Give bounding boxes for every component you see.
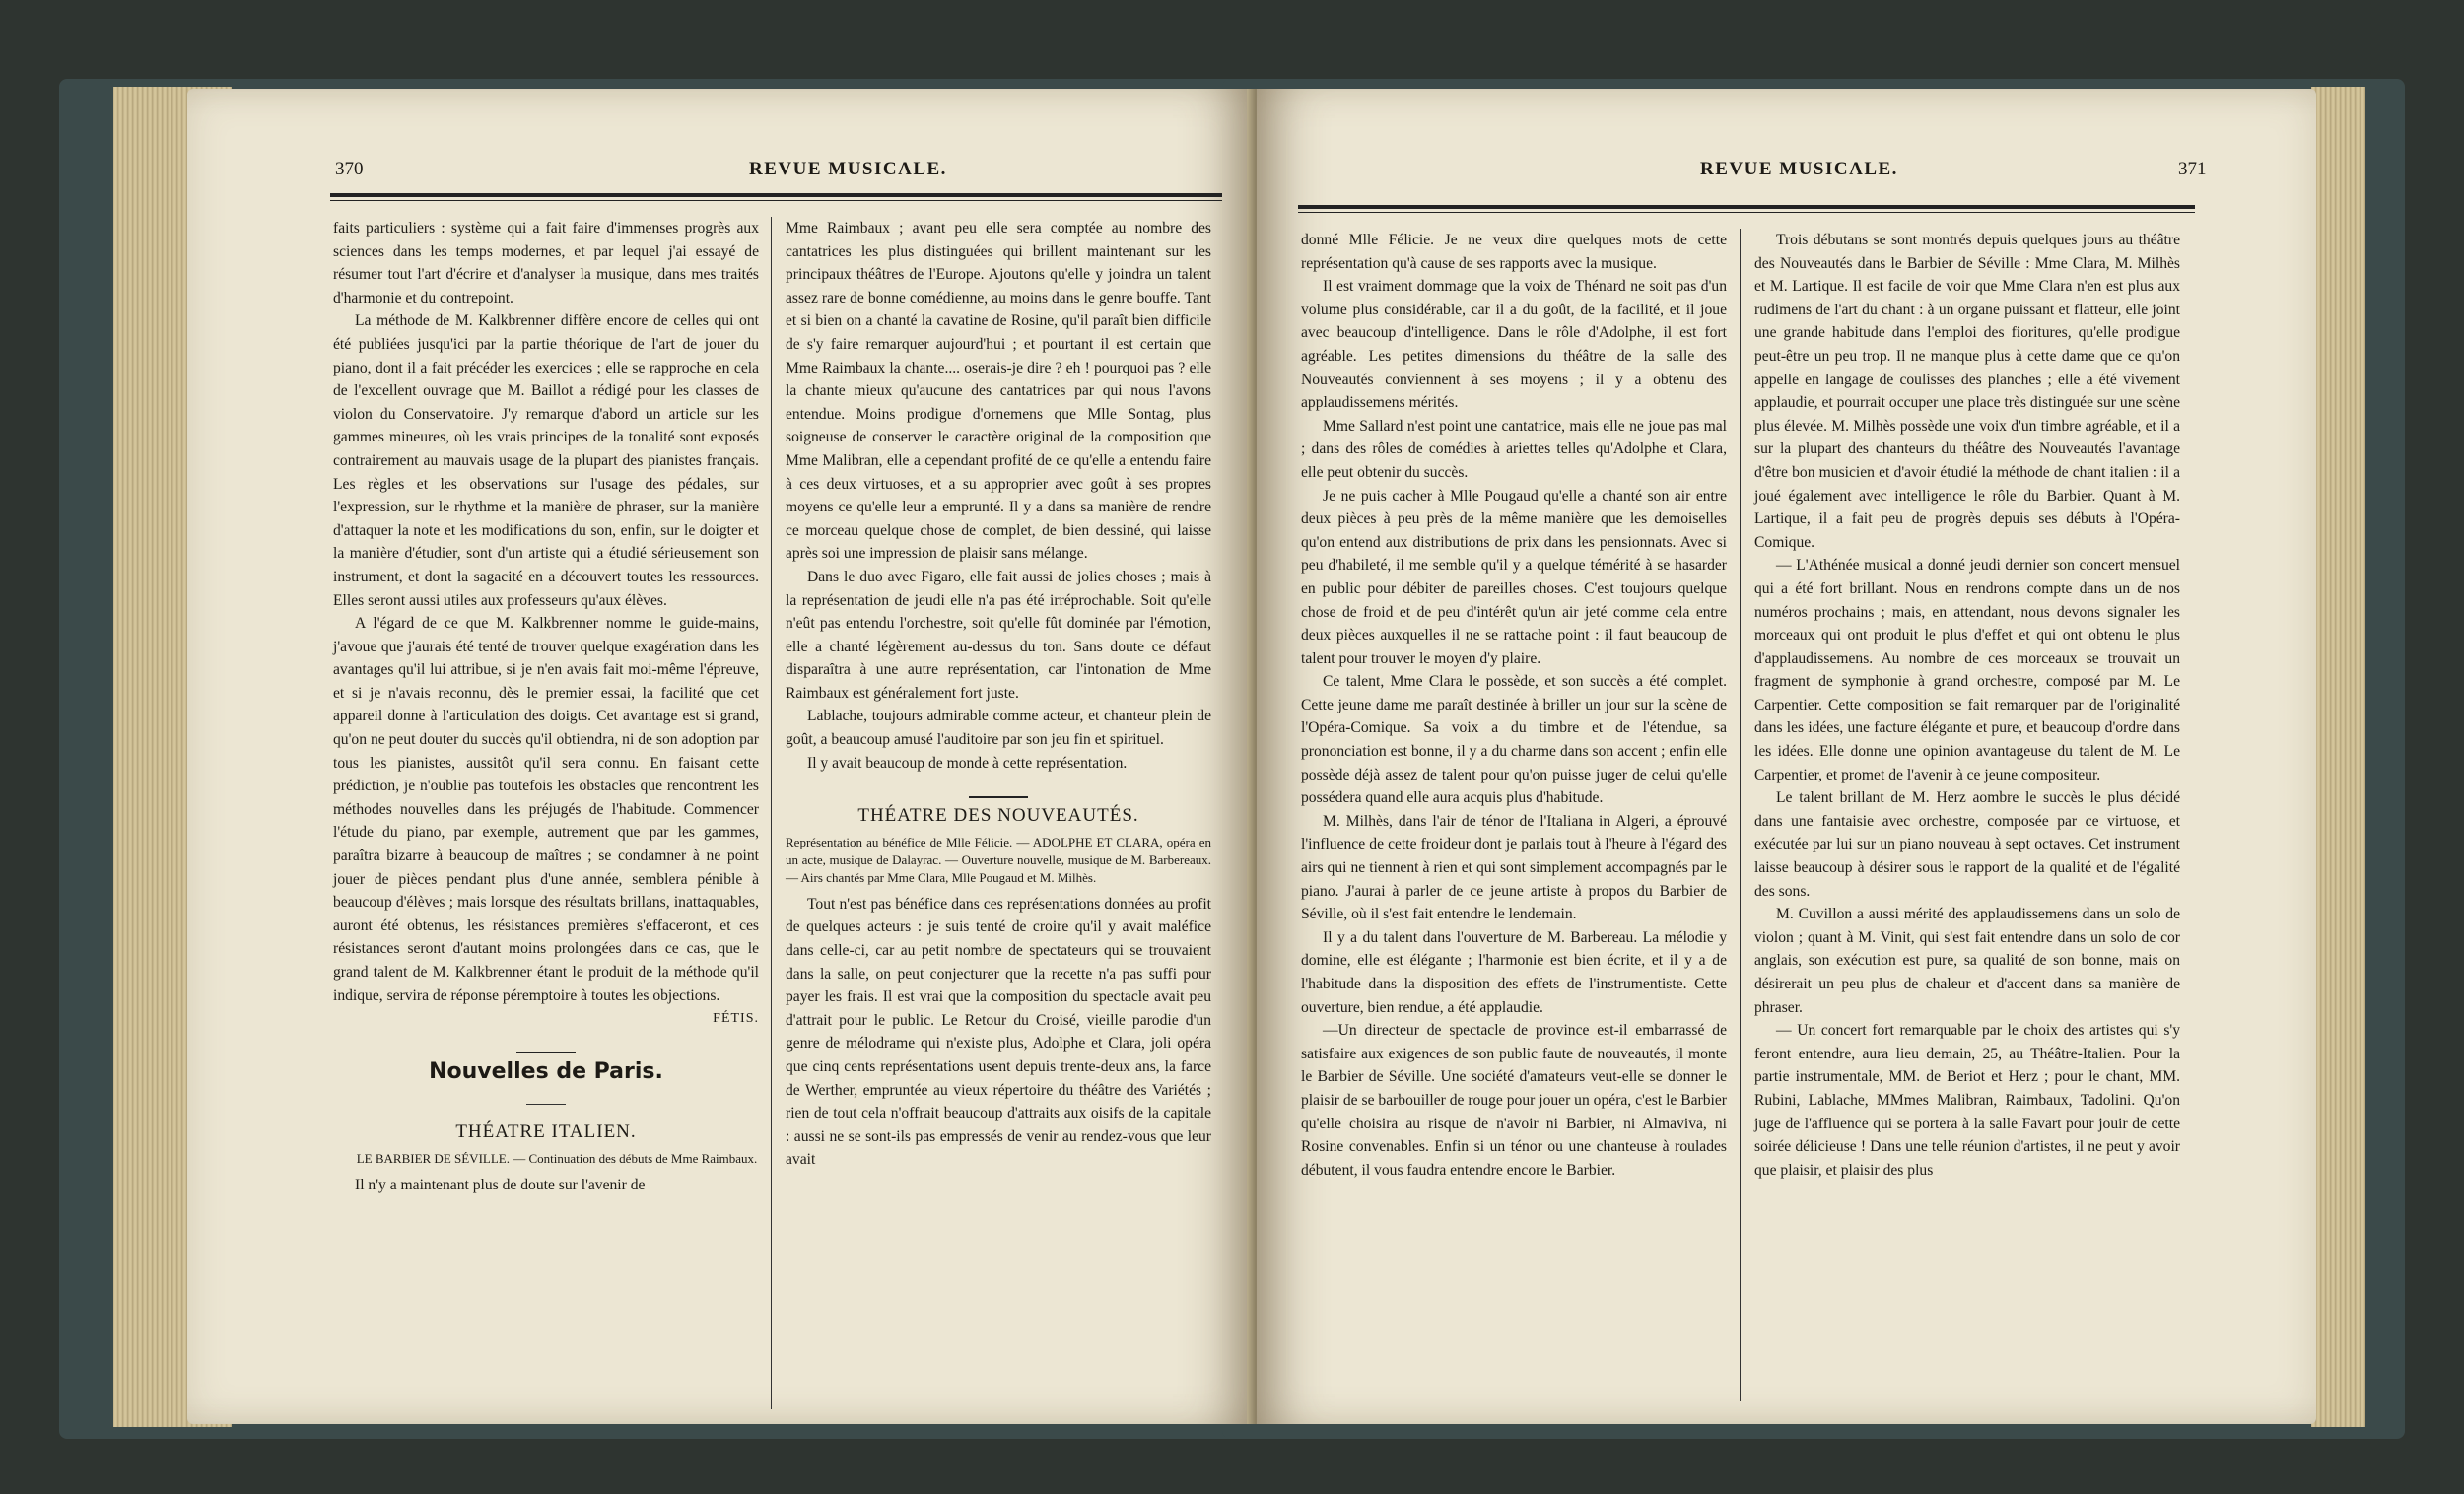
paragraph: donné Mlle Félicie. Je ne veux dire quelques mots de cette représentation qu'à cause de ses rapports avec la musique.: [1301, 232, 1727, 272]
paragraph: Il y avait beaucoup de monde à cette représentation.: [807, 754, 1128, 772]
paragraph: Il est vraiment dommage que la voix de Thénard ne soit pas d'un volume plus considérable, car il a du goût, de la facilité, et il joue avec beaucoup d'intelligence. Dans le rôle d'Adolphe, il est fort agréable. Les petites dimensions du théâtre de la salle des Nouveautés conviennent à ses moyens ; il y a obtenu des applaudissemens mérités.: [1301, 278, 1727, 412]
paragraph: — Un concert fort remarquable par le choix des artistes qui s'y feront entendre, aura lieu demain, 25, au Théâtre-Italien. Pour la partie instrumentale, MM. de Beriot et Herz ; pour le chant, MM. Rubini, Lablache, MMmes Malibran, Raimbaux, Tadolini. Qu'on juge de l'affluence qui se portera à la salle Favart pour jouir de cette soirée délicieuse ! Dans une telle réunion d'artistes, il ne peut y avoir que plaisir, et plaisir des plus: [1754, 1022, 2180, 1179]
running-head: REVUE MUSICALE.: [1700, 159, 1898, 179]
left-page: [187, 89, 1252, 1424]
paragraph: Mme Raimbaux ; avant peu elle sera comptée au nombre des cantatrices les plus distinguées qui brillent maintenant sur les principaux théâtres de l'Europe. Ajoutons qu'elle y joindra un talent assez rare de bonne comédienne, au moins dans le genre bouffe. Tant et si bien on a chanté la cavatine de Rosine, qu'il paraît bien difficile de s'y faire remarquer aujourd'hui ; et pourtant il est certain que Mme Raimbaux la chante.... oserais-je dire ? eh ! pourquoi pas ? elle la chante mieux qu'aucune des cantatrices par qui nous l'avons entendue. Moins prodigue d'ornemens que Mlle Sontag, plus soigneuse de conserver le caractère original de la composition que Mme Malibran, elle a cependant profité de ce qu'elle a entendu faire à ces deux virtuoses, et a su approprier avec goût à ses propres moyens ce qu'elle leur a emprunté. Il y a dans sa manière de rendre ce morceau quelque chose de complet, de bien dessiné, qui laisse après soi une impression de plaisir sans mélange.: [786, 220, 1211, 563]
running-head: REVUE MUSICALE.: [749, 159, 947, 179]
left-page-column-1: [333, 217, 759, 1196]
header-rule: [330, 193, 1222, 197]
paragraph: Il n'y a maintenant plus de doute sur l'avenir de: [355, 1176, 646, 1193]
page-number: 370: [335, 159, 364, 179]
paragraph: Je ne puis cacher à Mlle Pougaud qu'elle a chanté son air entre deux pièces à peu près de la même manière que les demoiselles qu'on entend aux distributions de prix dans les pensionnats. Avec si peu d'habileté, il me semble qu'il y a quelque témérité à se hasarder en public pour débiter de pareilles choses. C'est toujours quelque chose de froid et de peu d'intérêt qu'un air jeté comme cela entre deux pièces auxquelles il ne se rattache point : il faut beaucoup de talent pour trouver le moyen d'y plaire.: [1301, 487, 1727, 667]
paragraph: Lablache, toujours admirable comme acteur, et chanteur plein de goût, a beaucoup amusé l'auditoire par son jeu fin et spirituel.: [786, 708, 1211, 749]
left-page-column-2: [786, 217, 1211, 1172]
paragraph: Trois débutans se sont montrés depuis quelques jours au théâtre des Nouveautés dans le Barbier de Séville : Mme Clara, M. Milhès et M. Lartique. Il est facile de voir que Mme Clara n'en est plus aux rudimens de l'art du chant : à un organe puissant et flatteur, elle joint une grande habitude dans l'emploi des fioritures, qu'elle prodigue peut-être un peu trop. Il ne manque plus à cette dame que ce qu'on appelle en langage de coulisses des planches ; elle a été vivement applaudie, et pourrait occuper une place très distinguée sur une scène plus élevée. M. Milhès possède une voix d'un timbre agréable, et il a sur la plupart des chanteurs du théâtre des Nouveautés l'avantage d'être bon musicien et d'avoir étudié la méthode de chant italien : il a joué également avec intelligence le rôle du Barbier. Quant à M. Lartique, il a fait peu de progrès depuis ses débuts à l'Opéra-Comique.: [1754, 232, 2180, 551]
theatre-title: THÉATRE DES NOUVEAUTÉS.: [857, 805, 1139, 827]
theatre-title: THÉATRE ITALIEN.: [455, 1120, 637, 1142]
paragraph: La méthode de M. Kalkbrenner diffère encore de celles qui ont été publiées jusqu'ici par la partie théorique de l'art de jouer du piano, dont il a fait précéder les exercices ; elle se rapproche en cela de l'excellent ouvrage que M. Baillot a rédigé pour les classes de violon du Conservatoire. J'y remarque d'abord un article sur les gammes mineures, où les vrais principes de la tonalité sont exposés contrairement au mauvais usage de la plupart des pianistes français. Les règles et les observations sur l'usage des pédales, sur l'expression, sur le rhythme et la manière de phraser, sur la manière d'attaquer la note et les modifications du son, enfin, sur le doigter et la manière d'étudier, sont d'un artiste qui a étudié sérieusement son instrument, et dont la sagacité en a découvert toutes les ressources. Elles seront aussi utiles aux professeurs qu'aux élèves.: [333, 312, 759, 609]
paragraph: —Un directeur de spectacle de province est-il embarrassé de satisfaire aux exigences de son public faute de nouveautés, il monte le Barbier de Séville. Une société d'amateurs veut-elle se donner le plaisir de se barbouiller de rouge pour jouer un opéra, c'est le Barbier qu'elle choisira au risque de n'avoir ni Barbier, ni Almaviva, ni Rosine convenables. Enfin si un ténor ou une chanteuse à roulades débutent, il vous faudra entendre encore le Barbier.: [1301, 1022, 1727, 1179]
section-separator: [333, 1041, 759, 1051]
paragraph: Dans le duo avec Figaro, elle fait aussi de jolies choses ; mais à la représentation de jeudi elle n'a pas été irréprochable. Soit qu'elle n'eût pas entendu l'orchestre, soit qu'elle fût dominée par l'émotion, elle a chanté légèrement au-dessus du ton. Sans doute ce défaut disparaîtra à une autre représentation, car l'intonation de Mme Raimbaux est généralement fort juste.: [786, 568, 1211, 702]
paragraph: — L'Athénée musical a donné jeudi dernier son concert mensuel qui a été fort brillant. Nous en rendrons compte dans un de nos numéros prochains ; mais, en attendant, nous devons signaler les morceaux qui ont produit le plus d'effet et qui ont obtenu le plus d'applaudissemens. Au nombre de ces morceaux se trouvait un fragment de symphonie à grand orchestre, composé par M. Le Carpentier. Cette composition se fait remarquer par de l'originalité dans les idées, une facture élégante et pure, et beaucoup d'ordre dans les idées. Elle donne une opinion avantageuse du talent de M. Le Carpentier, et promet de l'avenir à ce jeune compositeur.: [1754, 557, 2180, 783]
right-page-edges: [2311, 87, 2365, 1427]
section-title: Nouvelles de Paris.: [429, 1058, 663, 1084]
section-separator: [786, 784, 1211, 794]
signature: FÉTIS.: [713, 1011, 759, 1027]
article-subhead: LE BARBIER DE SÉVILLE. — Continuation des débuts de Mme Raimbaux.: [356, 1150, 758, 1166]
header-rule: [1298, 205, 2195, 209]
paragraph: Il y a du talent dans l'ouverture de M. Barbereau. La mélodie y domine, elle est élégante ; l'harmonie est bien écrite, et il y a de l'habitude dans la disposition des effets de l'instrumentiste. Cette ouverture, bien rendue, a été applaudie.: [1301, 928, 1727, 1016]
column-rule: [771, 217, 772, 1409]
paragraph: Tout n'est pas bénéfice dans ces représentations données au profit de quelques acteurs : je suis tenté de croire qu'il y avait maléfice dans celle-ci, car au petit nombre de spectateurs qui se trouvaient dans la salle, on peut conjecturer que la recette n'a pas suffi pour payer les frais. Il est vrai que la composition du spectacle avait peu d'attrait pour le public. Le Retour du Croisé, vieille parodie d'un genre de mélodrame qui n'existe plus, Adolphe et Clara, joli opéra que cinq cents représentations usent depuis trente-deux ans, la farce de Werther, empruntée au vieux répertoire du théâtre des Variétés ; rien de tout cela n'offrait beaucoup d'attraits aux oisifs de la capitale : aussi ne se sont-ils pas empressés de venir au rendez-vous que leur avait: [786, 895, 1211, 1169]
paragraph: Mme Sallard n'est point une cantatrice, mais elle ne joue pas mal ; dans des rôles de comédies à ariettes telles qu'Adolphe et Clara, elle peut obtenir du succès.: [1301, 417, 1727, 481]
paragraph: Ce talent, Mme Clara le possède, et son succès a été complet. Cette jeune dame me paraît destinée à briller un jour sur la scène de l'Opéra-Comique. Sa voix a du timbre et de l'étendue, sa prononciation est bonne, il y a du charme dans son accent ; enfin elle possède déjà assez de talent pour qu'on puisse juger de celui qu'elle possédera quand elle aura acquis plus d'habitude.: [1301, 673, 1727, 807]
paragraph: Le talent brillant de M. Herz aombre le succès le plus décidé dans une fantaisie avec orchestre, composée par ce virtuose, et exécutée par lui sur un piano nouveau à sept octaves. Cet instrument laisse beaucoup à désirer sous le rapport de la qualité et de l'égalité des sons.: [1754, 789, 2180, 900]
paragraph: M. Cuvillon a aussi mérité des applaudissemens dans un solo de violon ; quant à M. Vinit, qui s'est fait entendre dans un solo de cor anglais, son exécution est pure, sa qualité de son bonne, mais on désirerait un peu plus de chaleur et d'accent dans sa manière de phraser.: [1754, 906, 2180, 1016]
paragraph: faits particuliers : système qui a fait faire d'immenses progrès aux sciences dans les temps modernes, et par lequel j'ai essayé de résumer tout l'art d'écrire et d'analyser la musique, dans mes traités d'harmonie et du contrepoint.: [333, 220, 759, 306]
open-book: [59, 69, 2405, 1449]
column-rule: [1740, 229, 1741, 1401]
article-subhead: Représentation au bénéfice de Mlle Félicie. — ADOLPHE ET CLARA, opéra en un acte, musique de Dalayrac. — Ouverture nouvelle, musique de M. Barbereaux. — Airs chantés par Mme Clara, Mlle Pougaud et M. Milhès.: [786, 834, 1211, 885]
right-page-column-2: [1754, 229, 2180, 1182]
paragraph: M. Milhès, dans l'air de ténor de l'Italiana in Algeri, a éprouvé l'influence de cette froideur dont je parlais tout à l'heure à l'égard des airs qui ne tiennent à rien et qui sont simplement accompagnés par le piano. J'aurai à parler de ce jeune artiste à propos du Barbier de Séville, où il s'est fait entendre le lendemain.: [1301, 812, 1727, 923]
divider: [333, 1089, 759, 1113]
paragraph: A l'égard de ce que M. Kalkbrenner nomme le guide-mains, j'avoue que j'aurais été tenté de trouver quelque exagération dans les avantages qu'il lui attribue, si je n'en avais fait moi-même l'épreuve, et si je n'avais reconnu, dès le premier essai, la facilité que cet appareil donne à l'articulation des doigts. Cet avantage est si grand, qu'on ne peut douter du succès qu'il obtiendra, ni de son adoption par tous les pianistes, aussitôt qu'il sera connu. En faisant cette prédiction, je n'oublie pas toutefois les obstacles que rencontrent les méthodes nouvelles dans les préjugés de l'habitude. Commencer l'étude du piano, par exemple, autrement que par les gammes, paraîtra bizarre à beaucoup de maîtres ; se condamner à ne point jouer de pièces pendant plus d'une année, semblera pénible à beaucoup d'élèves ; mais lorsque des résultats brillans, inattaquables, auront été obtenus, les résistances premières s'effaceront, et ces résistances seront d'autant moins prolongées dans ce cas, que le grand talent de M. Kalkbrenner étant le produit de la méthode qu'il indique, servira de réponse péremptoire à toutes les objections.: [333, 615, 759, 1004]
page-number: 371: [2178, 159, 2207, 179]
right-page: [1257, 89, 2316, 1424]
right-page-column-1: [1301, 229, 1727, 1182]
